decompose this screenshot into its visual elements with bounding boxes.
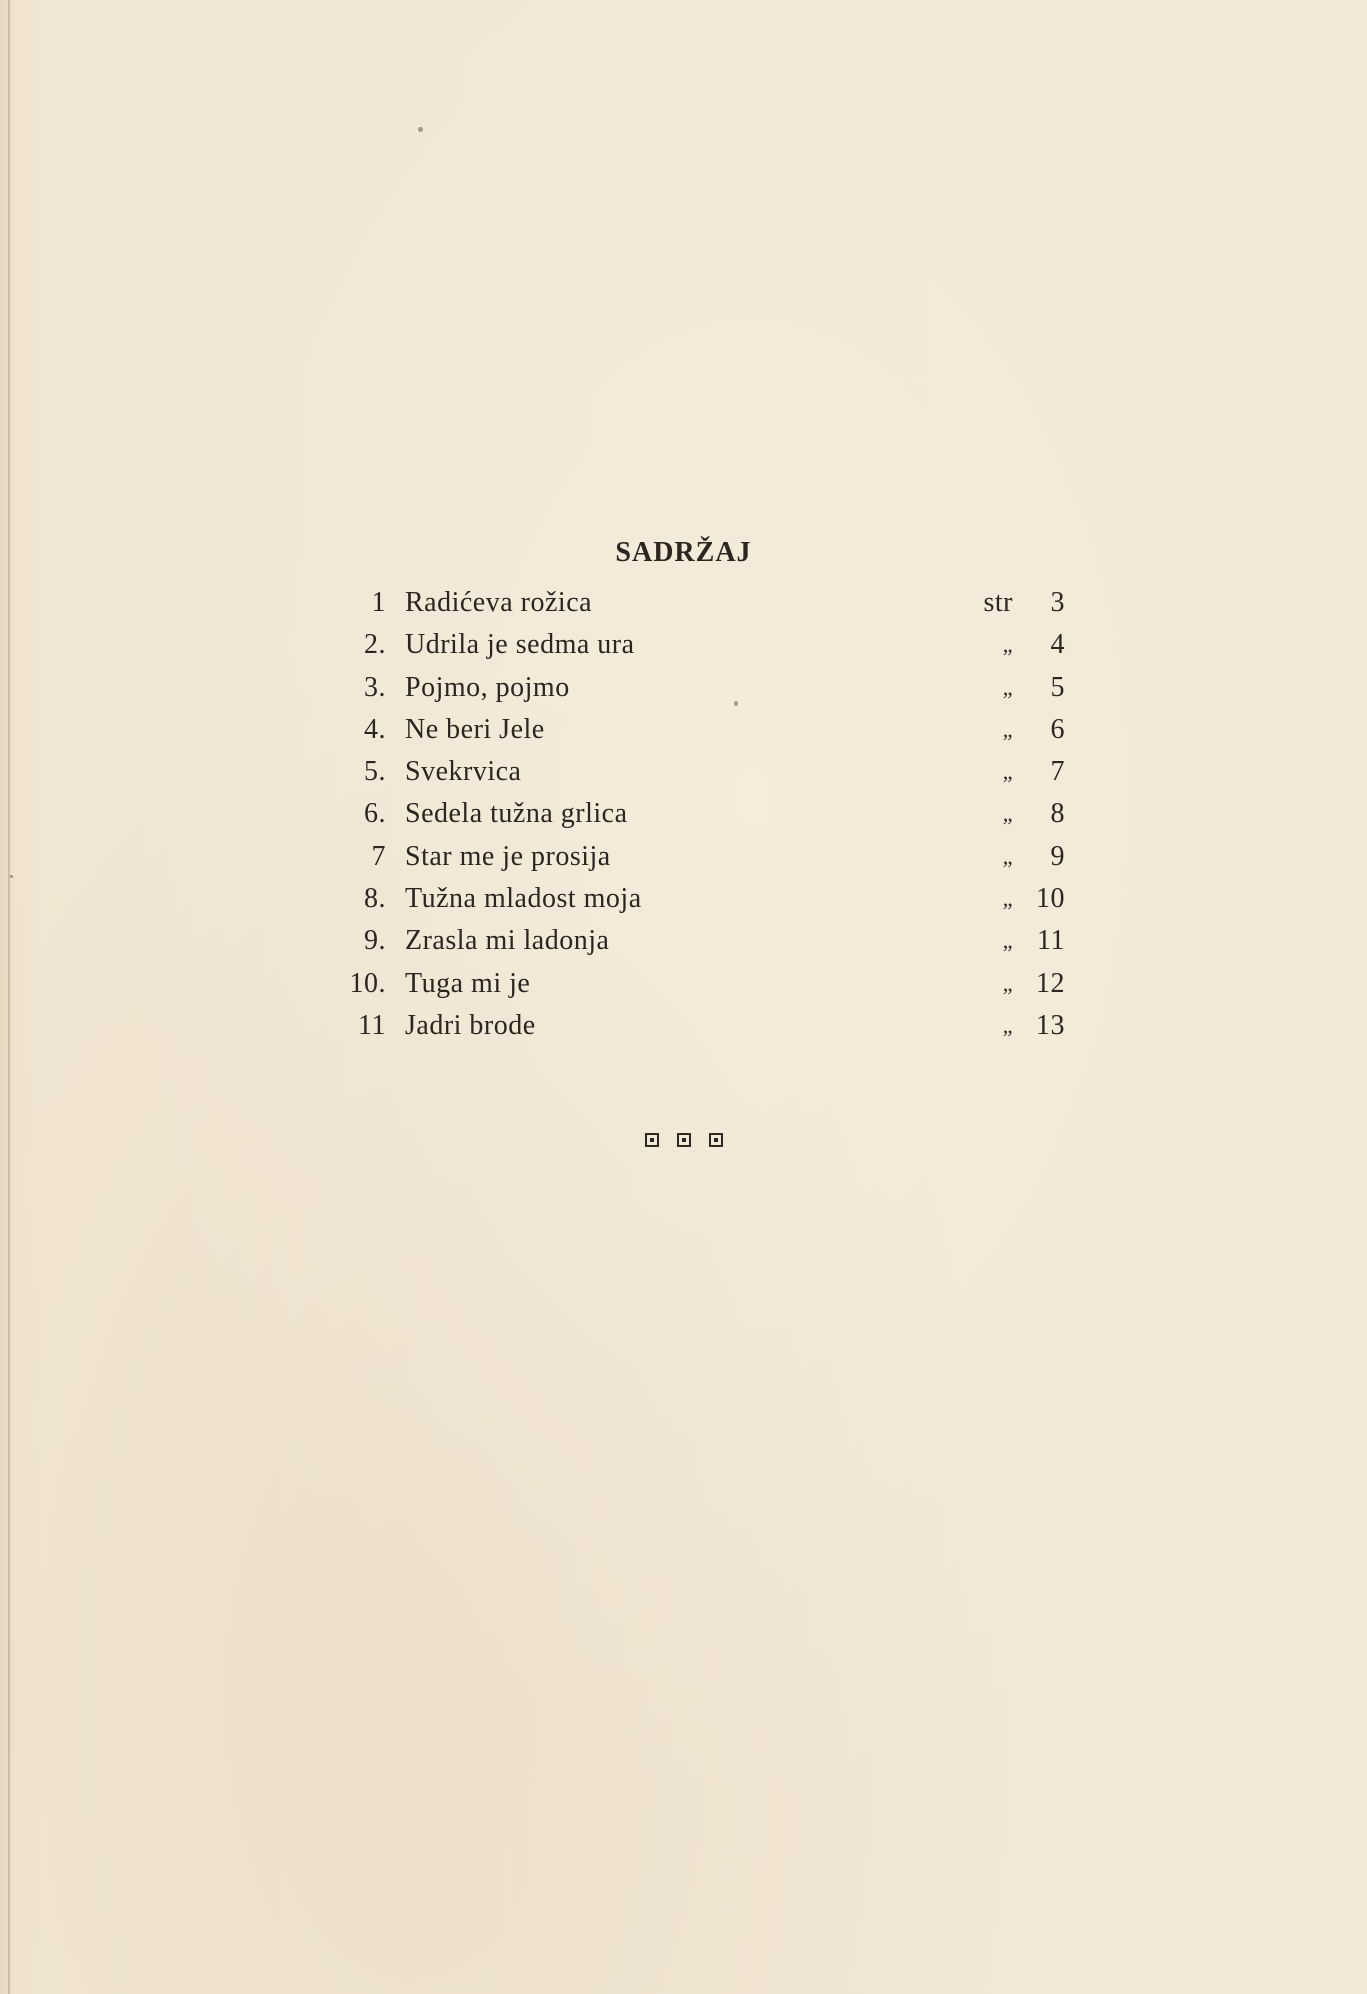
toc-ditto-mark: „ xyxy=(1002,632,1013,658)
toc-ditto-mark: „ xyxy=(1002,801,1013,827)
toc-page-number: 7 xyxy=(1050,756,1065,788)
toc-row xyxy=(330,709,1080,751)
toc-entry-number: 1 xyxy=(371,587,386,618)
square-ornament-icon xyxy=(709,1133,723,1147)
toc-entry-number: 7 xyxy=(371,840,386,872)
toc-entry-number: 4. xyxy=(364,713,386,745)
toc-page-number: 13 xyxy=(1036,1009,1065,1041)
page-title: SADRŽAJ xyxy=(615,536,752,568)
toc-entry-title: Svekrvica xyxy=(405,756,522,788)
toc-ditto-mark: „ xyxy=(1002,759,1013,785)
toc-page-number: 5 xyxy=(1050,671,1065,703)
toc-row xyxy=(330,878,1080,920)
toc-entry-number: 10. xyxy=(349,967,386,999)
ornament-row xyxy=(0,1133,1367,1147)
toc-entry-title: Ne beri Jele xyxy=(405,713,545,745)
table-of-contents xyxy=(330,582,1080,1047)
toc-ditto-mark: „ xyxy=(1002,716,1013,742)
toc-ditto-mark: „ xyxy=(1002,970,1013,996)
toc-row xyxy=(330,793,1080,835)
paper-speck xyxy=(10,875,13,878)
toc-row xyxy=(330,963,1080,1005)
toc-entry-title: Tuga mi je xyxy=(405,967,531,999)
toc-entry-title: Pojmo, pojmo xyxy=(405,671,570,703)
toc-page-number: 10 xyxy=(1036,883,1065,915)
toc-entry-title: Tužna mladost moja xyxy=(405,883,642,915)
toc-entry-number: 6. xyxy=(364,798,386,830)
toc-entry-title: Zrasla mi ladonja xyxy=(405,925,610,957)
toc-page-number: 8 xyxy=(1050,798,1065,830)
toc-ditto-mark: „ xyxy=(1002,843,1013,869)
toc-entry-number: 8. xyxy=(364,883,386,915)
toc-entry-number: 11 xyxy=(358,1009,386,1041)
toc-page-number: 6 xyxy=(1050,713,1065,745)
toc-page-number: 4 xyxy=(1050,629,1065,661)
toc-page-prefix: str xyxy=(983,587,1013,618)
toc-row xyxy=(330,920,1080,962)
toc-entry-title: Star me je prosija xyxy=(405,840,611,872)
toc-entry-title: Jadri brode xyxy=(405,1009,536,1041)
toc-entry-number: 3. xyxy=(364,671,386,703)
paper-speck xyxy=(418,127,423,132)
toc-page-number: 11 xyxy=(1037,925,1065,957)
toc-row xyxy=(330,667,1080,709)
toc-page-number: 3 xyxy=(1050,587,1065,618)
toc-entry-number: 2. xyxy=(364,629,386,661)
toc-row xyxy=(330,582,1080,624)
toc-page-number: 12 xyxy=(1036,967,1065,999)
toc-entry-number: 9. xyxy=(364,925,386,957)
toc-entry-number: 5. xyxy=(364,756,386,788)
toc-entry-title: Sedela tužna grlica xyxy=(405,798,628,830)
toc-row xyxy=(330,1005,1080,1047)
toc-ditto-mark: „ xyxy=(1002,928,1013,954)
toc-entry-title: Udrila je sedma ura xyxy=(405,629,635,661)
toc-ditto-mark: „ xyxy=(1002,674,1013,700)
toc-row xyxy=(330,836,1080,878)
square-ornament-icon xyxy=(645,1133,659,1147)
square-ornament-icon xyxy=(677,1133,691,1147)
toc-page-number: 9 xyxy=(1050,840,1065,872)
toc-ditto-mark: „ xyxy=(1002,886,1013,912)
toc-ditto-mark: „ xyxy=(1002,1012,1013,1038)
toc-row xyxy=(330,624,1080,666)
toc-entry-title: Radićeva rožica xyxy=(405,587,593,618)
toc-row xyxy=(330,751,1080,793)
page-spine-shadow xyxy=(8,0,10,1994)
